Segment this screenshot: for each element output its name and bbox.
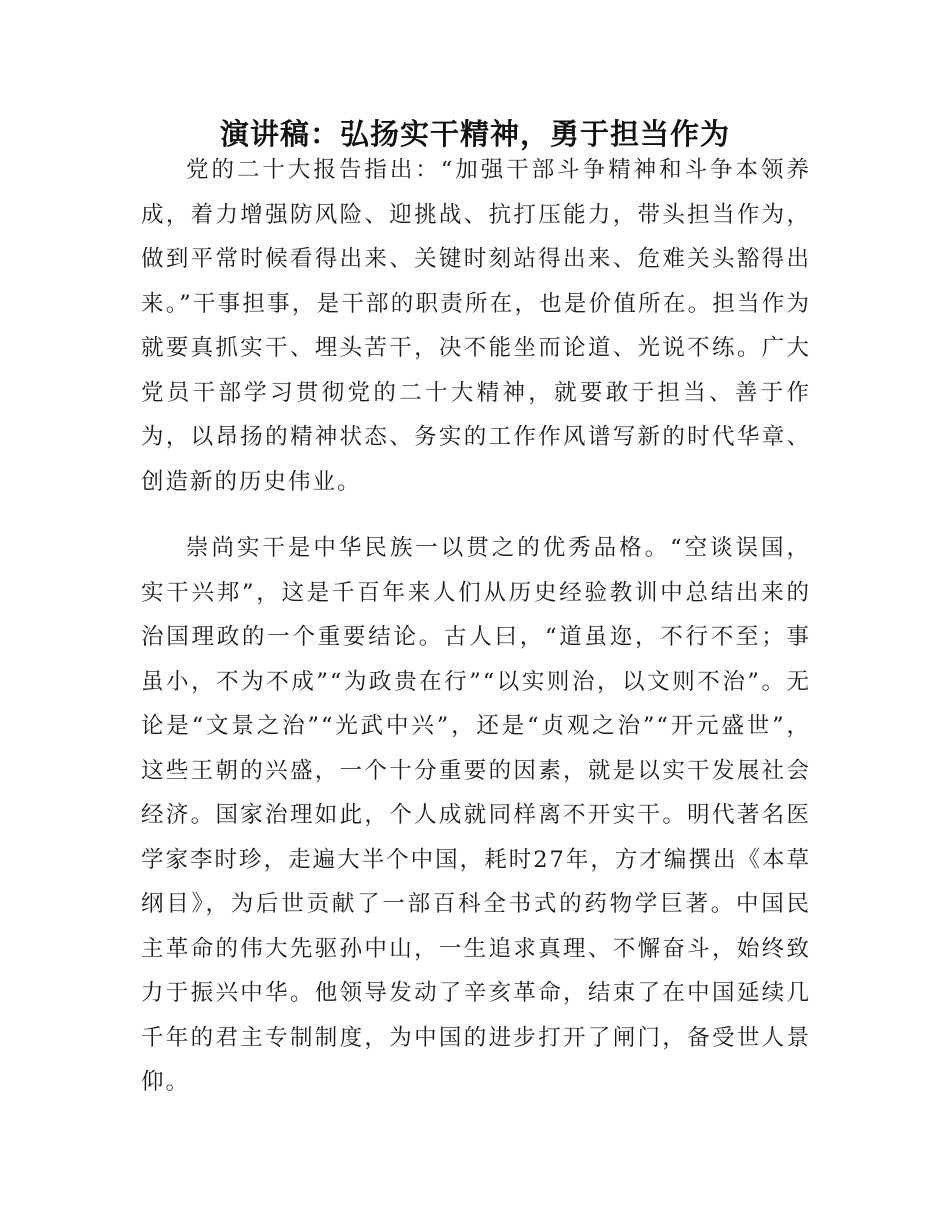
paragraph-1: 党的二十大报告指出：“加强干部斗争精神和斗争本领养成，着力增强防风险、迎挑战、抗打压能力，带头担当作为，做到平常时候看得出来、关键时刻站得出来、危难关头豁得出来。”干事担事，是干部的职责所在，也是价值所在。担当作为就要真抓实干、埋头苦干，决不能坐而论道、光说不练。广大党员干部学习贯彻党的二十大精神，就要敢于担当、善于作为，以昂扬的精神状态、务实的工作作风谱写新的时代华章、创造新的历史伟业。 (141, 157, 811, 495)
page-title: 演讲稿：弘扬实干精神，勇于担当作为 (219, 117, 730, 151)
paragraph-2: 崇尚实干是中华民族一以贯之的优秀品格。“空谈误国，实干兴邦”，这是千百年来人们从历史经验教训中总结出来的治国理政的一个重要结论。古人曰，“道虽迩，不行不至；事虽小，不为不成”“为政贵在行”“以实则治，以文则不治”。无论是“文景之治”“光武中兴”，还是“贞观之治”“开元盛世”，这些王朝的兴盛，一个十分重要的因素，就是以实干发展社会经济。国家治理如此，个人成就同样离不开实干。明代著名医学家李时珍，走遍大半个中国，耗时27年，方才编撰出《本草纲目》，为后世贡献了一部百科全书式的药物学巨著。中国民主革命的伟大先驱孙中山，一生追求真理、不懈奋斗，始终致力于振兴中华。他领导发动了辛亥革命，结束了在中国延续几千年的君主专制制度，为中国的进步打开了闸门，备受世人景仰。 (141, 535, 811, 1095)
